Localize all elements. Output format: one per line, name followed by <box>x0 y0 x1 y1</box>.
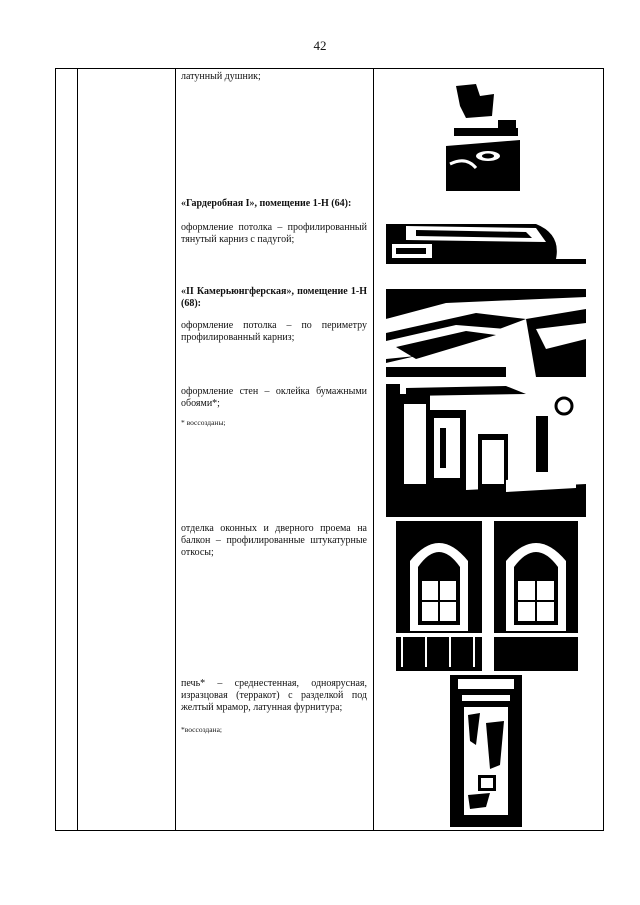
room2-stove-note: *воссоздана; <box>181 725 222 734</box>
window-reveals-photo <box>396 521 578 671</box>
wallpaper-photo <box>386 384 586 517</box>
room2-openings-text: отделка оконных и дверного проема на балкон – профилированные штукатурные откосы; <box>181 523 367 558</box>
room2-walls-text: оформление стен – оклейка бумажными обоями*; <box>181 386 367 409</box>
air-vent-text: латунный душник; <box>181 71 261 82</box>
room2-walls-note: * воссозданы; <box>181 418 226 427</box>
room1-ceiling-text: оформление потолка – профилированный тянутый карниз с падугой; <box>181 222 367 245</box>
column-divider <box>77 68 78 831</box>
room2-heading: «II Камерьюнгферская», помещение 1-Н (68): <box>181 286 367 309</box>
column-divider <box>373 68 374 831</box>
room1-heading: «Гардеробная I», помещение 1-Н (64): <box>181 198 352 209</box>
cornice-photo <box>386 214 586 264</box>
ceiling-cornice-photo <box>386 289 586 377</box>
page-number: 42 <box>313 38 327 53</box>
room2-ceiling-text: оформление потолка – по периметру профилированный карниз; <box>181 320 367 343</box>
tiled-stove-photo <box>450 675 522 827</box>
air-vent-photo <box>446 76 520 191</box>
room2-stove-text: печь* – среднестенная, одноярусная, изразцовая (терракот) с разделкой под желтый мрамор, латунная фурнитура; <box>181 678 367 713</box>
column-divider <box>175 68 176 831</box>
